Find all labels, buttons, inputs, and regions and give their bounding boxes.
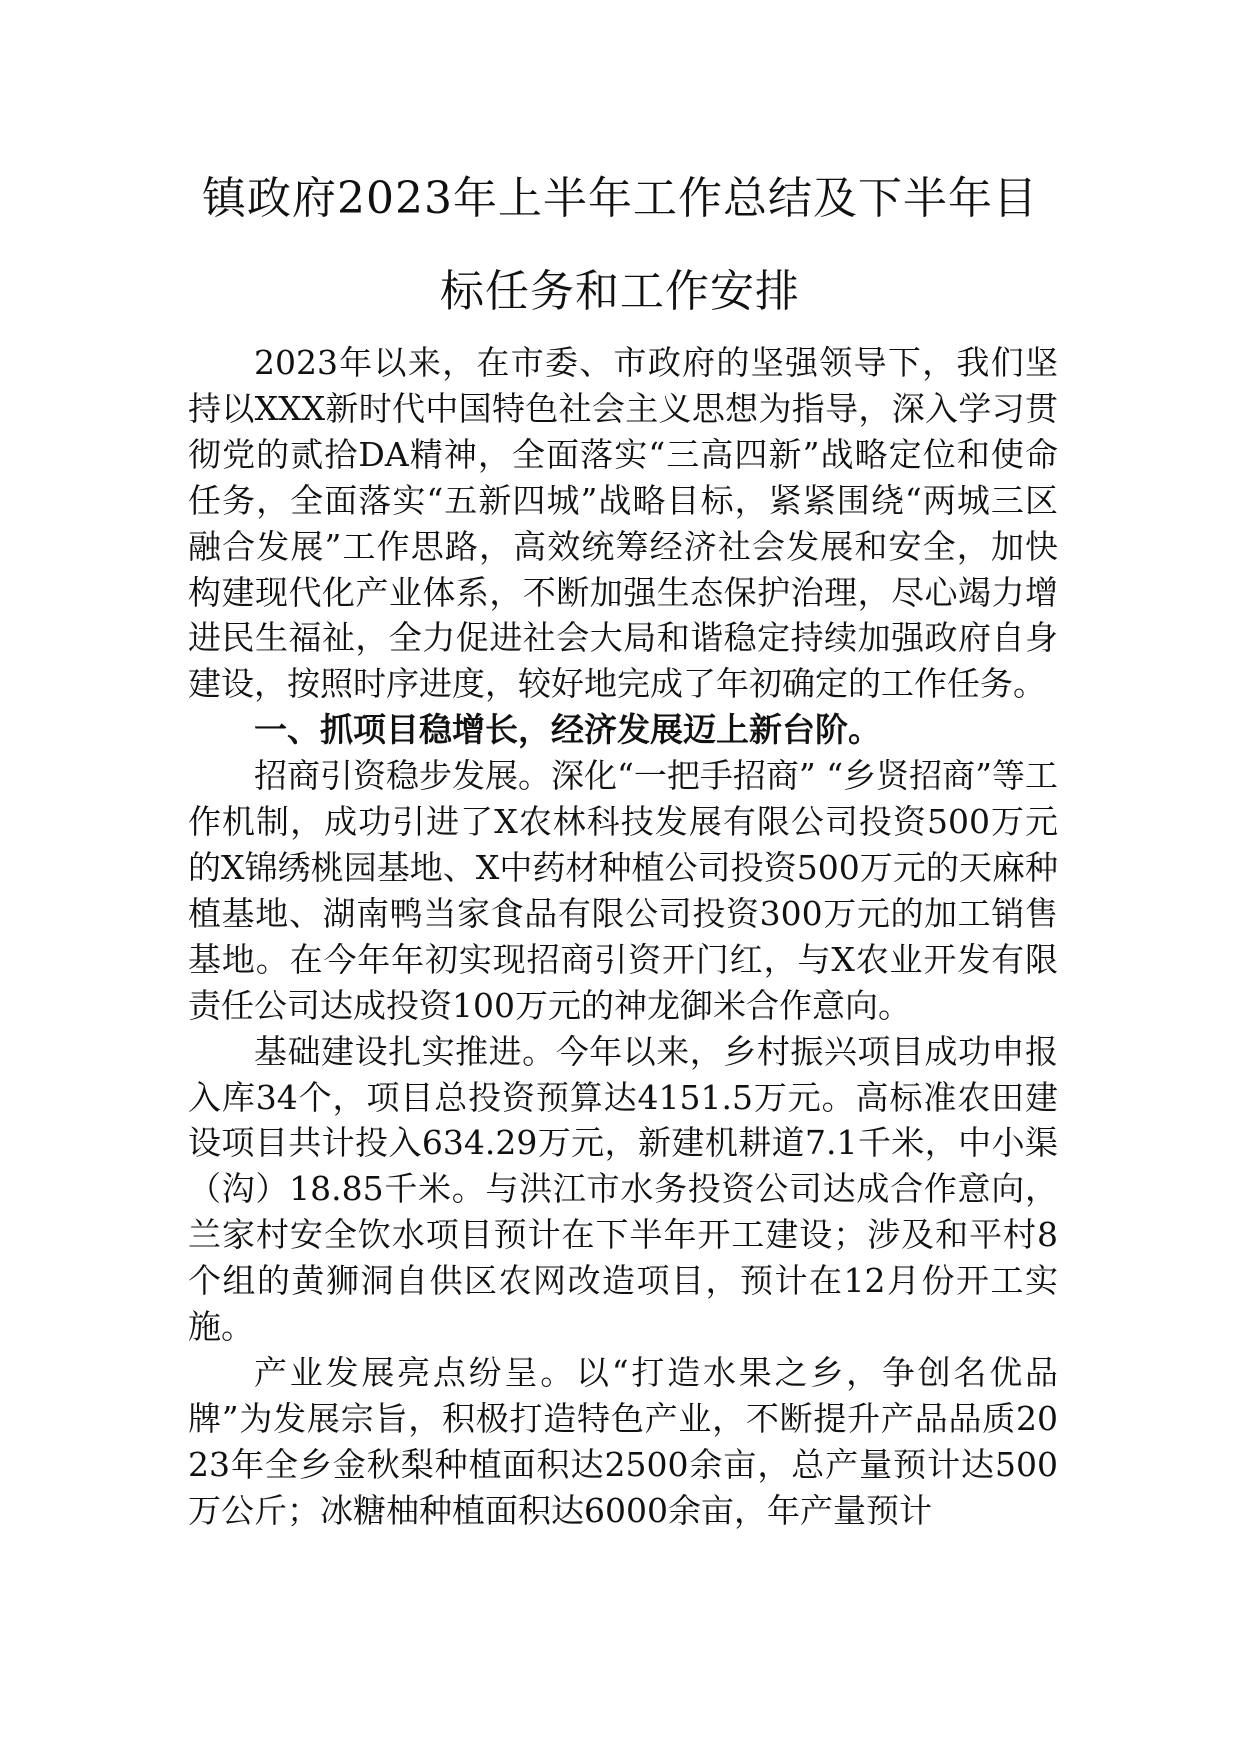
document-title-line-1: 镇政府2023年上半年工作总结及下半年目 — [202, 173, 1038, 224]
intro-paragraph: 2023年以来，在市委、市政府的坚强领导下，我们坚持以XXX新时代中国特色社会主义思想为指导，深入学习贯彻党的贰拾DA精神，全面落实“三高四新”战略定位和使命任务，全面落实“五新四城”战略目标，紧紧围绕“两城三区 融合发展”工作思路，高效统筹经济社会发展和安全，加快构建现代化产业体系，不断加强生态保护治理，尽心竭力增进民生福祉，全力促进社会大局和谐稳定持续加强政府自身建设，按照时序进度，较好地完成了年初确定的工作任务。 — [188, 343, 1058, 704]
document-title-line-2: 标任务和工作安排 — [440, 266, 800, 317]
section-heading: 一、抓项目稳增长，经济发展迈上新台阶。 — [254, 710, 881, 750]
infrastructure-paragraph: 基础建设扎实推进。今年以来，乡村振兴项目成功申报入库34个，项目总投资预算达4151.5万元。高标准农田建设项目共计投入634.29万元，新建机耕道7.1千米，中小渠（沟）18.85千米。与洪江市水务投资公司达成合作意向，兰家村安全饮水项目预计在下半年开工建设；涉及和平村8个组的黄狮洞自供区农网改造项目，预计在12月份开工实施。 — [188, 1031, 1058, 1347]
industry-paragraph: 产业发展亮点纷呈。以“打造水果之乡，争创名优品牌”为发展宗旨，积极打造特色产业，不断提升产品品质2023年全乡金秋梨种植面积达2500余亩，总产量预计达500万公斤；冰糖柚种植面积达6000余亩，年产量预计 — [188, 1352, 1058, 1530]
investment-paragraph: 招商引资稳步发展。深化“一把手招商” “乡贤招商”等工作机制，成功引进了X农林科技发展有限公司投资500万元的X锦绣桃园基地、X中药材种植公司投资500万元的天麻种植基地、湖南鸭当家食品有限公司投资300万元的加工销售基地。在今年年初实现招商引资开门红，与X农业开发有限责任公司达成投资100万元的神龙御米合作意向。 — [188, 756, 1058, 1025]
document-body — [188, 340, 1058, 1534]
